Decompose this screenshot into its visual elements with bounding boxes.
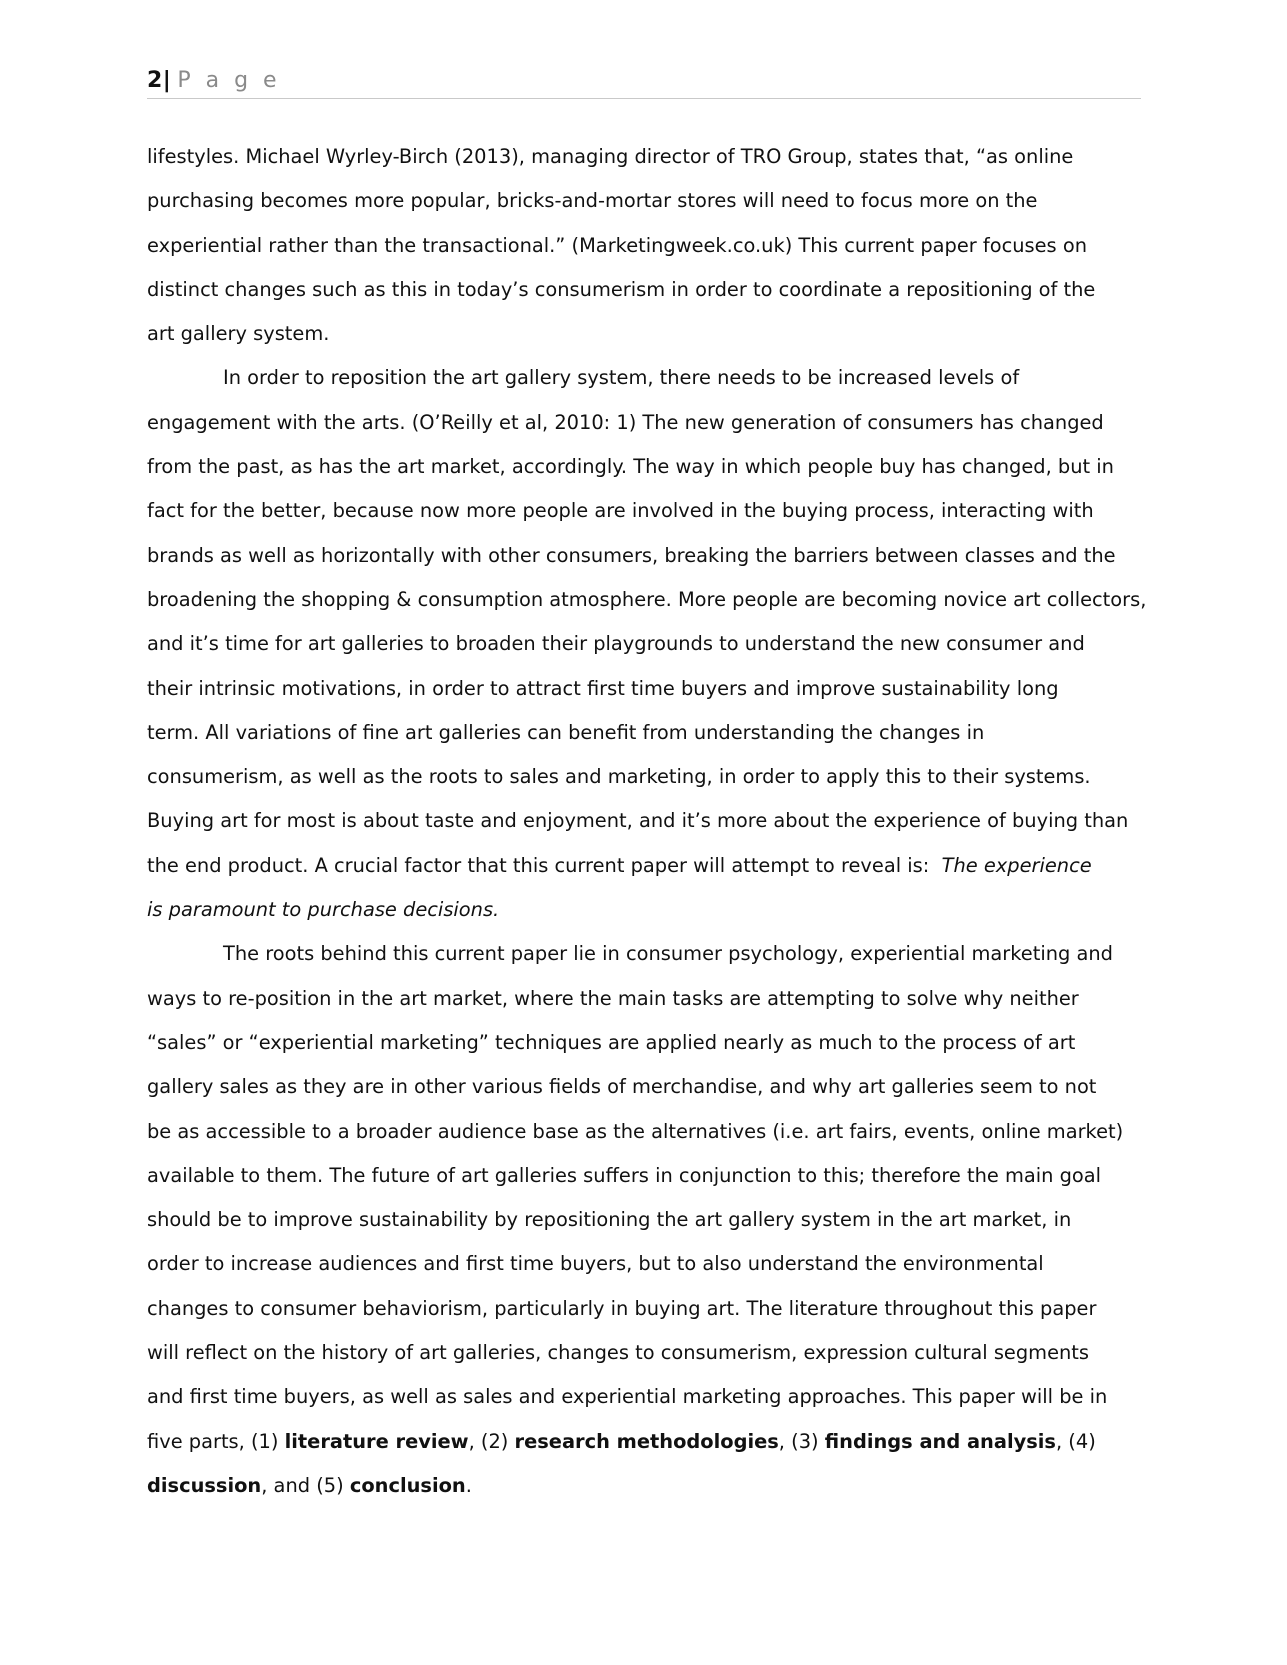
text-run: , (3): [778, 1429, 825, 1453]
text-line: engagement with the arts. (O’Reilly et al, 2010: 1) The new generation of consumers has changed: [147, 410, 1104, 434]
text-line: their intrinsic motivations, in order to attract first time buyers and improve sustainability long: [147, 676, 1059, 700]
text-line: from the past, as has the art market, accordingly. The way in which people buy has changed, but in: [147, 455, 1114, 479]
page-label: P a g e: [177, 68, 281, 93]
text-run: , (2): [468, 1429, 515, 1453]
text-line: The roots behind this current paper lie in consumer psychology, experiential marketing and: [223, 942, 1113, 966]
text-line: brands as well as horizontally with other consumers, breaking the barriers between classes and the: [147, 543, 1116, 567]
text-line: order to increase audiences and first time buyers, but to also understand the environmental: [147, 1252, 1044, 1276]
strong-text: literature review: [284, 1429, 469, 1453]
page-header: [147, 64, 1141, 99]
text-line: term. All variations of fine art galleries can benefit from understanding the changes in: [147, 720, 985, 744]
text-run: , (4): [1055, 1429, 1096, 1453]
strong-text: findings and analysis: [824, 1429, 1056, 1453]
text-line: ways to re-position in the art market, where the main tasks are attempting to solve why neither: [147, 986, 1079, 1010]
text-line: be as accessible to a broader audience base as the alternatives (i.e. art fairs, events, online market): [147, 1119, 1124, 1143]
document-body: [147, 135, 1147, 1508]
text-line: experiential rather than the transactional.” (Marketingweek.co.uk) This current paper focuses on: [147, 233, 1087, 257]
text-line: should be to improve sustainability by repositioning the art gallery system in the art market, in: [147, 1208, 1072, 1232]
text-line: will reflect on the history of art galleries, changes to consumerism, expression cultural segments: [147, 1341, 1089, 1365]
text-line: lifestyles. Michael Wyrley-Birch (2013), managing director of TRO Group, states that, “as online: [147, 145, 1074, 168]
text-line: In order to reposition the art gallery system, there needs to be increased levels of: [223, 366, 1020, 390]
text-line: gallery sales as they are in other various fields of merchandise, and why art galleries seem to not: [147, 1075, 1097, 1099]
text-line: consumerism, as well as the roots to sales and marketing, in order to apply this to their systems.: [147, 765, 1091, 789]
strong-text: research methodologies: [514, 1429, 779, 1453]
strong-text: conclusion: [349, 1473, 466, 1497]
strong-text: discussion: [147, 1473, 262, 1497]
page-number: 2|: [147, 68, 172, 93]
text-line: distinct changes such as this in today’s consumerism in order to coordinate a repositioning of the: [147, 277, 1096, 301]
text-run: the end product. A crucial factor that this current paper will attempt to reveal is:: [147, 853, 930, 877]
text-run: five parts, (1): [147, 1429, 285, 1453]
text-line: and it’s time for art galleries to broaden their playgrounds to understand the new consumer and: [147, 632, 1085, 656]
text-line: [147, 1464, 1141, 1508]
emphasis-text: The experience: [941, 853, 1092, 877]
text-line: Buying art for most is about taste and enjoyment, and it’s more about the experience of buying than: [147, 809, 1129, 833]
text-line: “sales” or “experiential marketing” techniques are applied nearly as much to the process of art: [147, 1030, 1076, 1054]
text-line: available to them. The future of art galleries suffers in conjunction to this; therefore the main goal: [147, 1163, 1102, 1187]
text-line: changes to consumer behaviorism, particularly in buying art. The literature throughout this paper: [147, 1296, 1097, 1320]
text-line: [147, 1420, 1141, 1464]
text-line: purchasing becomes more popular, bricks-and-mortar stores will need to focus more on the: [147, 189, 1038, 213]
text-line: fact for the better, because now more people are involved in the buying process, interacting with: [147, 499, 1094, 523]
text-run: .: [465, 1473, 472, 1497]
text-line: [147, 844, 1141, 888]
text-run: , and (5): [261, 1473, 350, 1497]
emphasis-text: is paramount to purchase decisions.: [147, 898, 500, 922]
text-line: art gallery system.: [147, 322, 330, 346]
text-line: broadening the shopping & consumption atmosphere. More people are becoming novice art collectors,: [147, 587, 1147, 611]
text-line: and first time buyers, as well as sales and experiential marketing approaches. This paper will be in: [147, 1385, 1108, 1409]
